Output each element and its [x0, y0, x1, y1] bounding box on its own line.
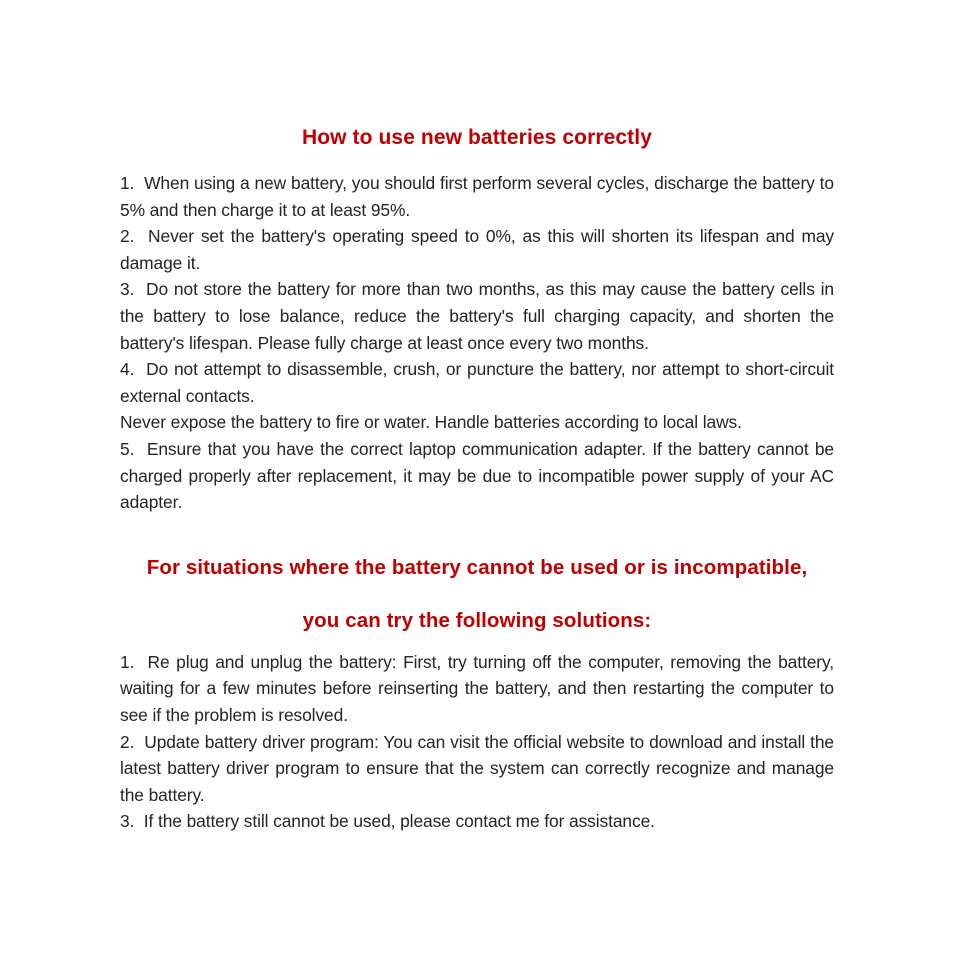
document-content	[120, 126, 834, 835]
instruction-item: Never expose the battery to fire or water. Handle batteries according to local laws.	[120, 412, 742, 433]
section1-body	[120, 170, 834, 516]
solution-item: 2. Update battery driver program: You can visit the official website to download and install the latest battery driver program to ensure that the system can correctly recognize and manage the battery.	[120, 731, 834, 805]
instruction-item: 1. When using a new battery, you should first perform several cycles, discharge the battery to 5% and then charge it to at least 95%.	[120, 173, 834, 220]
instruction-item: 3. Do not store the battery for more than two months, as this may cause the battery cells in the battery to lose balance, reduce the battery's full charging capacity, and shorten the battery's lifespan. Please fully charge at least once every two months.	[120, 279, 834, 353]
section2-title-line1: For situations where the battery cannot be used or is incompatible,	[146, 555, 808, 579]
instruction-item: 4. Do not attempt to disassemble, crush, or puncture the battery, nor attempt to short-circuit external contacts.	[120, 359, 834, 406]
solution-item: 3. If the battery still cannot be used, please contact me for assistance.	[120, 811, 655, 832]
solution-item: 1. Re plug and unplug the battery: First, try turning off the computer, removing the battery, waiting for a few minutes before reinserting the battery, and then restarting the computer to see if the problem is resolved.	[120, 651, 834, 725]
section1-title: How to use new batteries correctly	[301, 126, 652, 149]
section2-body	[120, 649, 834, 835]
section2-title-line2: you can try the following solutions:	[302, 608, 652, 632]
instruction-item: 2. Never set the battery's operating speed to 0%, as this will shorten its lifespan and may damage it.	[120, 226, 834, 273]
instruction-item: 5. Ensure that you have the correct laptop communication adapter. If the battery cannot be charged properly after replacement, it may be due to incompatible power supply of your AC adapter.	[120, 438, 834, 513]
